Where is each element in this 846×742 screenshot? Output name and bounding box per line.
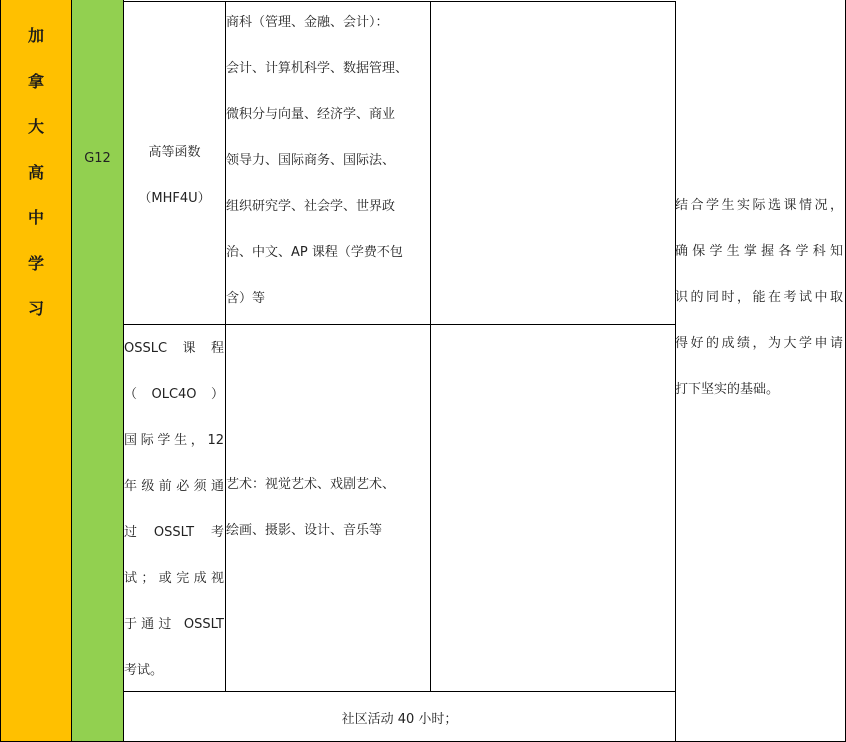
osslc-line: 于通过 OSSLT (124, 617, 224, 632)
remark-line: 识的同时，能在考试中取 (675, 290, 843, 305)
course-cell-osslc (123, 324, 226, 692)
osslc-line: （ OLC4O ） (124, 387, 224, 402)
electives-cell-business (225, 1, 431, 325)
elective-line: 绘画、摄影、设计、音乐等 (226, 523, 383, 538)
course-cell-math (123, 1, 226, 325)
grade-label: G12 (84, 151, 111, 166)
region-label-char: 习 (27, 299, 44, 318)
elective-line: 商科（管理、金融、会计）： (226, 15, 389, 30)
remarks-cell (675, 0, 846, 742)
elective-line: 治、中文、AP 课程（学费不包 (226, 245, 403, 260)
elective-line: 含）等 (226, 291, 266, 306)
osslc-line: 考试。 (124, 663, 164, 678)
grade-column (71, 0, 124, 742)
elective-line: 艺术：视觉艺术、戏剧艺术、 (226, 477, 396, 492)
remark-line: 结合学生实际选课情况， (675, 198, 843, 213)
elective-line: 组织研究学、社会学、世界政 (226, 199, 396, 214)
electives-cell-arts (225, 324, 431, 692)
osslc-line: 过 OSSLT 考 (124, 525, 224, 540)
course-code: （MHF4U） (138, 191, 211, 206)
region-label-char: 加 (27, 26, 44, 45)
course-name: 高等函数 (148, 145, 201, 160)
region-label-char: 中 (27, 208, 44, 227)
community-cell (123, 691, 676, 742)
elective-line: 会计、计算机科学、数据管理、 (226, 61, 409, 76)
region-label-char: 大 (27, 117, 44, 136)
remark-line: 确保学生掌握各学科知 (675, 244, 843, 259)
region-label (1, 13, 71, 332)
elective-line: 微积分与向量、经济学、商业 (226, 107, 396, 122)
region-column (0, 0, 72, 742)
elective-line: 领导力、国际商务、国际法、 (226, 153, 396, 168)
region-label-char: 学 (27, 253, 44, 273)
osslc-line: 国际学生，12 (124, 433, 224, 448)
osslc-line: 年级前必须通 (124, 479, 224, 494)
region-label-char: 高 (27, 162, 44, 182)
remark-line: 打下坚实的基础。 (675, 382, 780, 397)
community-text: 社区活动 40 小时； (341, 712, 458, 727)
osslc-line: OSSLC 课 程 (124, 341, 224, 356)
region-label-char: 拿 (27, 71, 44, 91)
remark-line: 得好的成绩，为大学申请 (675, 336, 843, 351)
empty-cell (430, 1, 676, 325)
osslc-line: 试；或完成视 (124, 571, 224, 586)
empty-cell (430, 324, 676, 692)
